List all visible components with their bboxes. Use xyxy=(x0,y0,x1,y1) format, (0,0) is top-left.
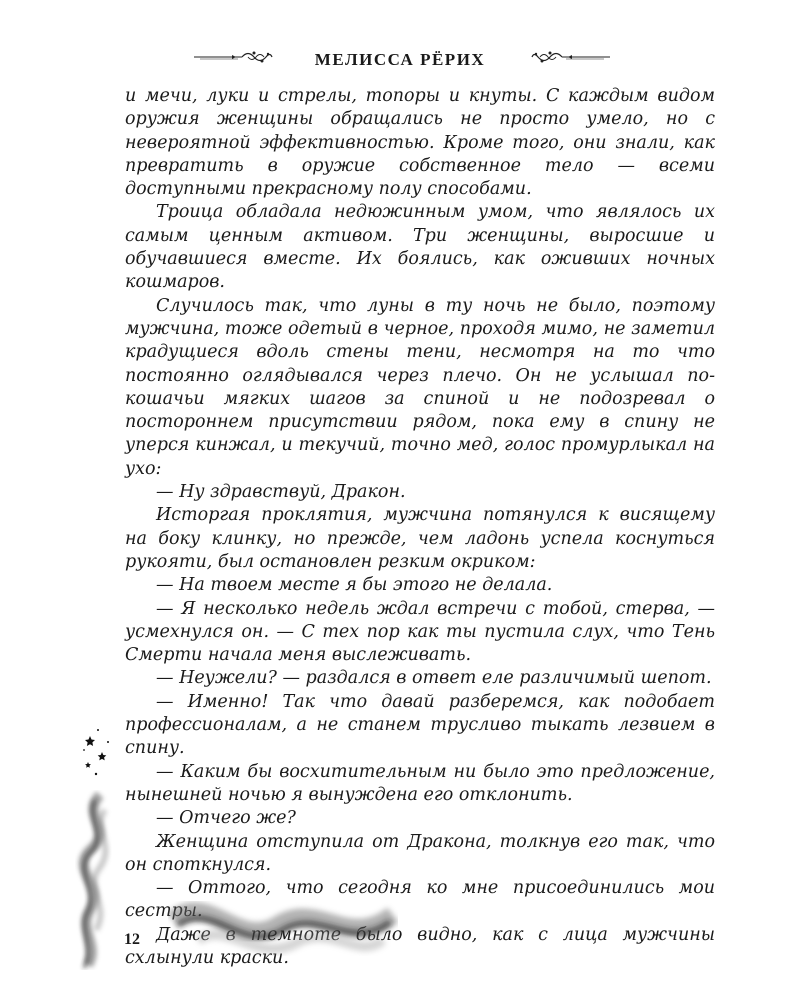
running-header xyxy=(0,40,800,80)
dialogue-line: — Оттого, что сегодня ко мне присоединились мои сестры. xyxy=(125,878,715,922)
smoke-decoration-icon xyxy=(60,790,130,970)
paragraph: Случилось так, что луны в ту ночь не было, поэтому мужчина, тоже одетый в черное, проходя мимо, не заметил крадущиеся вдоль стены тени, несмотря на то что постоянно оглядывался через плечо. Он не услышал по-кошачьи мягких шагов за спиной и не подозревал о постороннем присутствии рядом, пока ему в спину не уперся кинжал, и текучий, точно мед, голос промурлыкал на ухо: xyxy=(125,295,715,479)
dialogue-line: — Отчего же? xyxy=(156,808,296,829)
paragraph: и мечи, луки и стрелы, топоры и кнуты. С каждым видом оружия женщины обращались не просто умело, но с невероятной эффективностью. Кроме того, они знали, как превратить в оружие собственное тело — всеми доступными прекрасному полу способами. xyxy=(125,86,715,200)
dialogue-line: — На твоем месте я бы этого не делала. xyxy=(156,575,553,596)
dialogue-line: — Ну здравствуй, Дракон. xyxy=(156,482,406,503)
main-text xyxy=(125,85,715,970)
author-name: МЕЛИССА РЁРИХ xyxy=(314,50,486,69)
dialogue-line: — Именно! Так что давай разберемся, как подобает профессионалам, а не станем трусливо тыкать лезвием в спину. xyxy=(125,691,715,759)
smoke-decoration-icon xyxy=(168,880,398,970)
dialogue-line: — Каким бы восхитительным ни было это предложение, нынешней ночью я вынуждена его отклонить. xyxy=(125,761,715,805)
paragraph: Даже в темноте было видно, как с лица мужчины схлынули краски. xyxy=(125,924,715,968)
stars-decoration-icon xyxy=(78,722,118,782)
paragraph: Троица обладала недюжинным умом, что являлось их самым ценным активом. Три женщины, выросшие и обучавшиеся вместе. Их боялись, как оживших ночных кошмаров. xyxy=(125,202,715,293)
paragraph: Исторгая проклятия, мужчина потянулся к висящему на боку клинку, но прежде, чем ладонь успела коснуться рукояти, был остановлен резким окриком: xyxy=(125,505,715,572)
paragraph: Женщина отступила от Дракона, толкнув его так, что он споткнулся. xyxy=(125,831,715,875)
dialogue-line: — Я несколько недель ждал встречи с тобой, стерва, — усмехнулся он. — С тех пор как ты пустила слух, что Тень Смерти начала меня выслеживать. xyxy=(125,598,715,666)
dialogue-line: — Неужели? — раздался в ответ еле различимый шепот. xyxy=(156,668,712,689)
page-number: 12 xyxy=(124,931,140,948)
right-ornament-icon xyxy=(530,46,612,68)
